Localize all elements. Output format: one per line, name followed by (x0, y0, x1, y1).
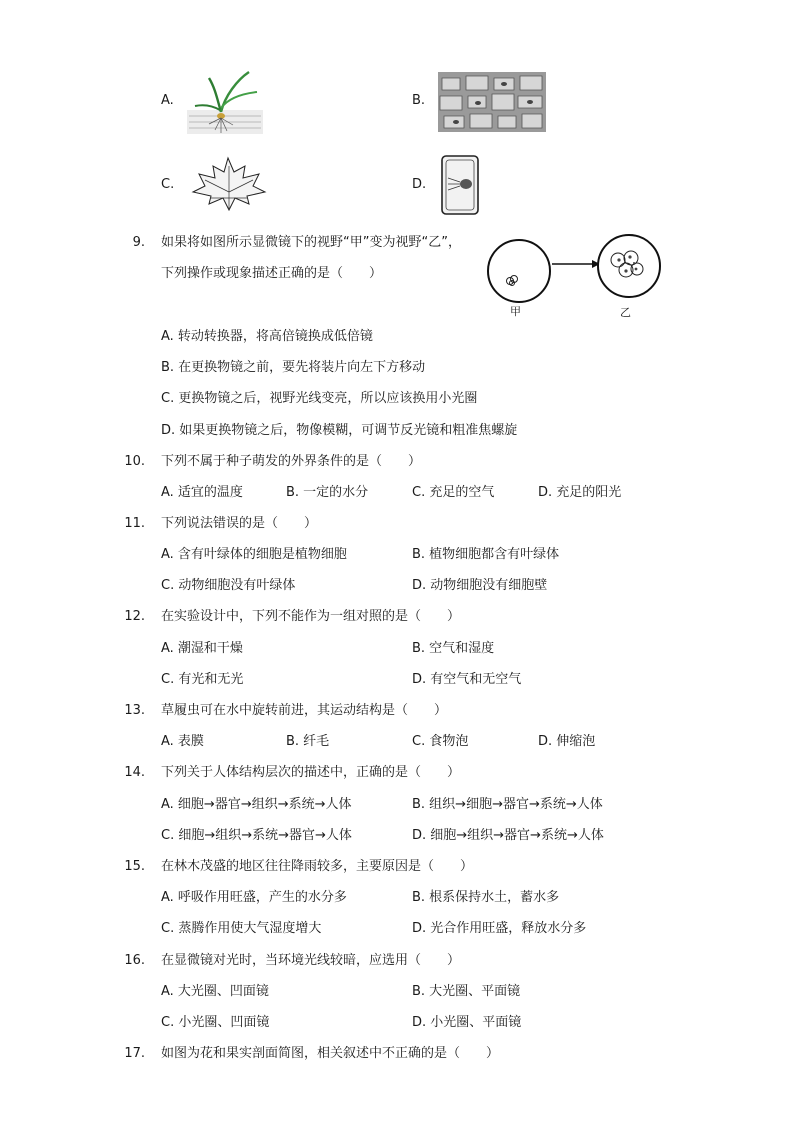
q11-number: 11. (124, 516, 145, 531)
q16-number: 16. (124, 953, 145, 968)
q8-option-c-label: C. (161, 177, 175, 192)
q12-stem: 在实验设计中，下列不能作为一组对照的是（ ） (161, 609, 461, 624)
q12-number: 12. (124, 609, 145, 624)
q15-stem: 在林木茂盛的地区往往降雨较多，主要原因是（ ） (161, 859, 474, 874)
q9-option-d: D. 如果更换物镜之后，物像模糊，可调节反光镜和粗准焦螺旋 (161, 423, 518, 438)
leaf-epidermis-image (438, 72, 546, 132)
q14-option-b: B. 组织→细胞→器官→系统→人体 (412, 797, 603, 812)
q8-option-d-label: D. (412, 177, 427, 192)
figure-label-yi: 乙 (620, 306, 631, 319)
q10-option-d: D. 充足的阳光 (538, 485, 622, 500)
q12-option-b: B. 空气和湿度 (412, 641, 495, 656)
q13-option-a: A. 表膜 (161, 734, 204, 749)
figure-label-jia: 甲 (510, 305, 521, 318)
q15-option-b: B. 根系保持水土，蓄水多 (412, 890, 560, 905)
q14-stem: 下列关于人体结构层次的描述中，正确的是（ ） (161, 765, 461, 780)
q9-number: 9. (132, 235, 145, 250)
q13-number: 13. (124, 703, 145, 718)
q15-option-d: D. 光合作用旺盛，释放水分多 (412, 921, 587, 936)
q12-option-a: A. 潮湿和干燥 (161, 641, 243, 656)
q15-option-c: C. 蒸腾作用使大气湿度增大 (161, 921, 322, 936)
q16-option-d: D. 小光圈、平面镜 (412, 1015, 522, 1030)
q10-option-b: B. 一定的水分 (286, 485, 369, 500)
q10-option-a: A. 适宜的温度 (161, 485, 243, 500)
q16-option-b: B. 大光圈、平面镜 (412, 984, 521, 999)
q10-stem: 下列不属于种子萌发的外界条件的是（ ） (161, 454, 422, 469)
q9-option-a: A. 转动转换器，将高倍镜换成低倍镜 (161, 329, 373, 344)
q11-option-c: C. 动物细胞没有叶绿体 (161, 578, 296, 593)
q16-option-c: C. 小光圈、凹面镜 (161, 1015, 270, 1030)
q17-stem: 如图为花和果实剖面简图，相关叙述中不正确的是（ ） (161, 1046, 500, 1061)
plant-cell-image (438, 154, 484, 216)
q9-option-c: C. 更换物镜之后，视野光线变亮，所以应该换用小光圈 (161, 391, 478, 406)
q10-option-c: C. 充足的空气 (412, 485, 495, 500)
q16-stem: 在显微镜对光时，当环境光线较暗，应选用（ ） (161, 953, 461, 968)
q14-option-c: C. 细胞→组织→系统→器官→人体 (161, 828, 352, 843)
q11-option-b: B. 植物细胞都含有叶绿体 (412, 547, 560, 562)
q12-option-c: C. 有光和无光 (161, 672, 244, 687)
maple-leaf-image (187, 156, 269, 214)
q12-option-d: D. 有空气和无空气 (412, 672, 522, 687)
seedling-image (187, 68, 263, 136)
q9-stem-line1: 如果将如图所示显微镜下的视野“甲”变为视野“乙”， (161, 235, 461, 250)
q14-number: 14. (124, 765, 145, 780)
q9-stem-line2: 下列操作或现象描述正确的是（ ） (161, 266, 383, 281)
q11-stem: 下列说法错误的是（ ） (161, 516, 318, 531)
q8-option-a-label: A. (161, 93, 174, 108)
q15-option-a: A. 呼吸作用旺盛，产生的水分多 (161, 890, 347, 905)
q14-option-d: D. 细胞→组织→器官→系统→人体 (412, 828, 604, 843)
q13-option-c: C. 食物泡 (412, 734, 469, 749)
q9-option-b: B. 在更换物镜之前，要先将装片向左下方移动 (161, 360, 426, 375)
q11-option-a: A. 含有叶绿体的细胞是植物细胞 (161, 547, 347, 562)
q15-number: 15. (124, 859, 145, 874)
q13-option-b: B. 纤毛 (286, 734, 330, 749)
q16-option-a: A. 大光圈、凹面镜 (161, 984, 269, 999)
q13-option-d: D. 伸缩泡 (538, 734, 596, 749)
q13-stem: 草履虫可在水中旋转前进，其运动结构是（ ） (161, 703, 448, 718)
q10-number: 10. (124, 454, 145, 469)
q11-option-d: D. 动物细胞没有细胞壁 (412, 578, 548, 593)
q14-option-a: A. 细胞→器官→组织→系统→人体 (161, 797, 352, 812)
q17-number: 17. (124, 1046, 145, 1061)
q8-option-b-label: B. (412, 93, 426, 108)
